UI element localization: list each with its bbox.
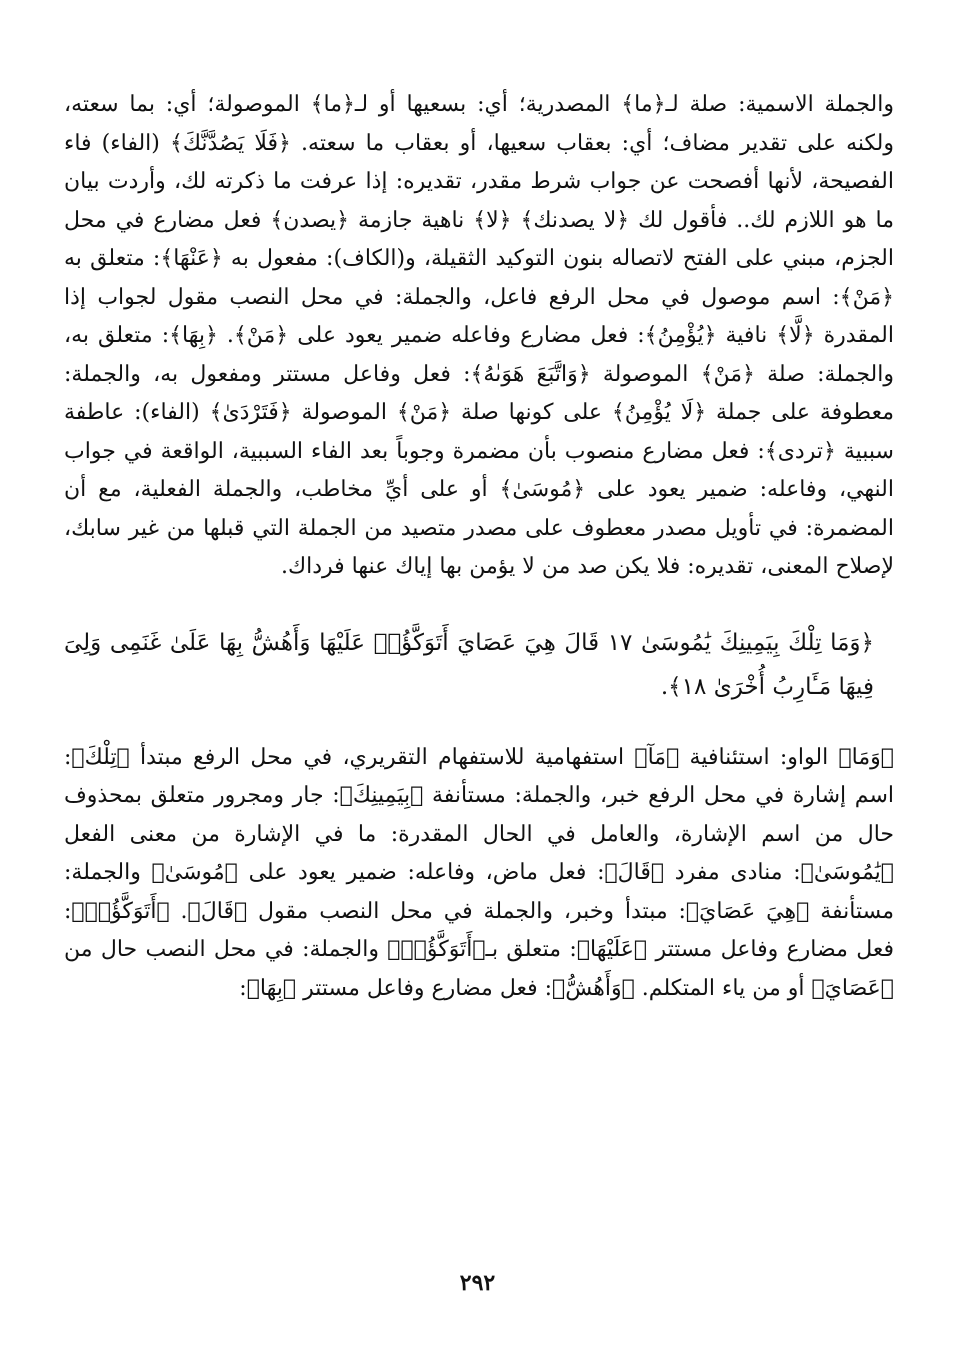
quran-verse: ﴿وَمَا تِلْكَ بِيَمِينِكَ يَٰمُوسَىٰ ١٧ قَالَ هِيَ عَصَايَ أَتَوَكَّؤُا۟ عَلَيْهَا وَأَهُشُّ بِهَا عَلَىٰ غَنَمِى وَلِىَ فِيهَا مَـَٔارِبُ أُخْرَىٰ ١٨﴾. (64, 629, 874, 700)
paragraph-1: والجملة الاسمية: صلة لـ﴿ما﴾ المصدرية؛ أي: بسعيها أو لـ﴿ما﴾ الموصولة؛ أي: بما سعته، ولكنه على تقدير مضاف؛ أي: بعقاب سعيها، أو بعقاب ما سعته. ﴿فَلَا يَصُدَّنَّكَ﴾ (الفاء) فاء الفصيحة، لأنها أفصحت عن جواب شرط مقدر، تقديره: إذا عرفت ما ذكرته لك، وأردت بيان ما هو اللازم لك.. فأقول لك ﴿لا يصدنك﴾ ﴿لا﴾ ناهية جازمة ﴿يصدن﴾ فعل مضارع في محل الجزم، مبني على الفتح لاتصاله بنون التوكيد الثقيلة، و(الكاف): مفعول به ﴿عَنْهَا﴾: متعلق به ﴿مَنْ﴾: اسم موصول في محل الرفع فاعل، والجملة: في محل النصب مقول لجواب إذا المقدرة ﴿لَّا﴾ نافية ﴿يُؤْمِنُ﴾: فعل مضارع وفاعله ضمير يعود على ﴿مَنْ﴾. ﴿بِهَا﴾: متعلق به، والجملة: صلة ﴿مَنْ﴾ الموصولة ﴿وَاتَّبَعَ هَوَىٰهُ﴾: فعل وفاعل مستتر ومفعول به، والجملة: معطوفة على جملة ﴿لَا يُؤْمِنُ﴾ على كونها صلة ﴿مَنْ﴾ الموصولة ﴿فَتَرْدَىٰ﴾ (الفاء): عاطفة سببية ﴿تردى﴾: فعل مضارع منصوب بأن مضمرة وجوباً بعد الفاء السببية، الواقعة في جواب النهي، وفاعله: ضمير يعود على ﴿مُوسَىٰ﴾ أو على أيِّ مخاطب، والجملة الفعلية، مع أن المضمرة: في تأويل مصدر معطوف على مصدر متصيد من الجملة التي قبلها من غير سابك، لإصلاح المعنى، تقديره: فلا يكن صد من لا يؤمن بها إياك عنها فرداك. (64, 92, 894, 579)
page-number: ٢٩٢ (459, 1270, 496, 1296)
paragraph-2: ﴿وَمَا﴾ الواو: استئنافية ﴿مَآ﴾ استفهامية للاستفهام التقريري، في محل الرفع مبتدأ ﴿تِلْكَ﴾: اسم إشارة في محل الرفع خبر، والجملة: مستأنفة ﴿بِيَمِينِكَ﴾: جار ومجرور متعلق بمحذوف حال من اسم الإشارة، والعامل في الحال المقدرة: ما في الإشارة من معنى الفعل ﴿يَٰمُوسَىٰ﴾: منادى مفرد ﴿قَالَ﴾: فعل ماض، وفاعله: ضمير يعود على ﴿مُوسَىٰ﴾ والجملة: مستأنفة ﴿هِيَ عَصَايَ﴾: مبتدأ وخبر، والجملة في محل النصب مقول ﴿قَالَ﴾. ﴿أَتَوَكَّؤُا۟﴾: فعل مضارع وفاعل مستتر ﴿عَلَيْهَا﴾: متعلق بـ﴿أَتَوَكَّؤُا۟﴾ والجملة: في محل النصب حال من ﴿عَصَايَ﴾ أو من ياء المتكلم. ﴿وَأَهُشُّ﴾: فعل مضارع وفاعل مستتر ﴿بِهَا﴾: (64, 744, 895, 1001)
page-body (64, 86, 894, 1008)
